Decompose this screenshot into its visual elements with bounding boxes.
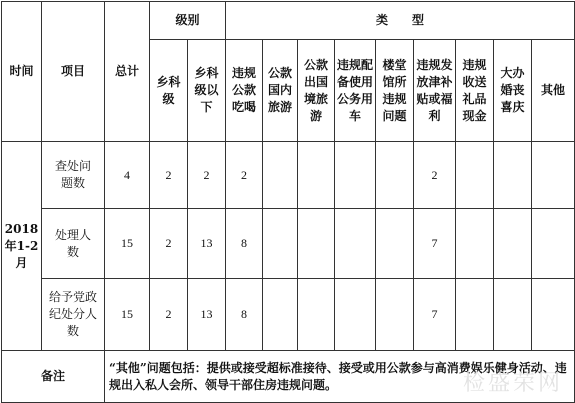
- table-row: [2, 279, 575, 351]
- row-label: 给予党政纪处分人数: [42, 279, 105, 351]
- row-type-cell: [532, 209, 575, 279]
- header-type-overseas-travel: 公款出国境旅游: [298, 40, 335, 142]
- row-type-cell: [456, 142, 494, 209]
- header-type-gifts-cash: 违规收送礼品现金: [456, 40, 494, 142]
- row-type-cell: [263, 209, 298, 279]
- header-type-official-vehicles: 违规配备使用公务用车: [335, 40, 376, 142]
- row-type-cell: [298, 209, 335, 279]
- note-label: 备注: [2, 351, 105, 403]
- header-level-below-township: 乡科级以下: [188, 40, 226, 142]
- note-text: “其他”问题包括：提供或接受超标准接待、接受或用公款参与高消费娱乐健身活动、违规出入私人会所、领导干部住房违规问题。: [105, 351, 575, 403]
- row-type-cell: [532, 142, 575, 209]
- header-type-public-funds-dining: 违规公款吃喝: [226, 40, 263, 142]
- row-type-cell: [376, 142, 414, 209]
- header-type: 类 型: [226, 2, 575, 40]
- row-level-township: 2: [150, 209, 188, 279]
- row-type-cell: [263, 279, 298, 351]
- row-type-cell: [456, 209, 494, 279]
- header-total: 总计: [105, 2, 150, 142]
- table-row: [2, 142, 575, 209]
- period-cell: 2018年1-2月: [2, 142, 42, 351]
- row-type-cell: 8: [226, 209, 263, 279]
- row-level-below-township: 2: [188, 142, 226, 209]
- header-type-other: 其他: [532, 40, 575, 142]
- row-type-cell: [494, 279, 532, 351]
- row-type-cell: [335, 142, 376, 209]
- row-type-cell: [298, 142, 335, 209]
- row-type-cell: [494, 209, 532, 279]
- row-type-cell: 2: [414, 142, 456, 209]
- row-type-cell: 2: [226, 142, 263, 209]
- row-level-township: 2: [150, 279, 188, 351]
- row-type-cell: [376, 209, 414, 279]
- header-type-domestic-travel: 公款国内旅游: [263, 40, 298, 142]
- row-label: 查处问题数: [42, 142, 105, 209]
- header-type-buildings: 楼堂馆所违规问题: [376, 40, 414, 142]
- discipline-violation-table: [1, 1, 575, 403]
- row-type-cell: 8: [226, 279, 263, 351]
- row-total: 4: [105, 142, 150, 209]
- row-type-cell: [335, 209, 376, 279]
- row-level-below-township: 13: [188, 279, 226, 351]
- row-type-cell: [494, 142, 532, 209]
- header-item: 项目: [42, 2, 105, 142]
- row-type-cell: [263, 142, 298, 209]
- row-type-cell: 7: [414, 279, 456, 351]
- header-level-township: 乡科级: [150, 40, 188, 142]
- row-total: 15: [105, 209, 150, 279]
- row-type-cell: [335, 279, 376, 351]
- row-label: 处理人数: [42, 209, 105, 279]
- row-type-cell: 7: [414, 209, 456, 279]
- header-time: 时间: [2, 2, 42, 142]
- watermark: 检盛荣网: [462, 371, 563, 396]
- header-type-weddings-funerals: 大办婚丧喜庆: [494, 40, 532, 142]
- row-level-below-township: 13: [188, 209, 226, 279]
- row-level-township: 2: [150, 142, 188, 209]
- row-type-cell: [298, 279, 335, 351]
- row-total: 15: [105, 279, 150, 351]
- table-row: [2, 209, 575, 279]
- header-type-allowances: 违规发放津补贴或福利: [414, 40, 456, 142]
- row-type-cell: [532, 279, 575, 351]
- row-type-cell: [376, 279, 414, 351]
- header-level: 级别: [150, 2, 226, 40]
- row-type-cell: [456, 279, 494, 351]
